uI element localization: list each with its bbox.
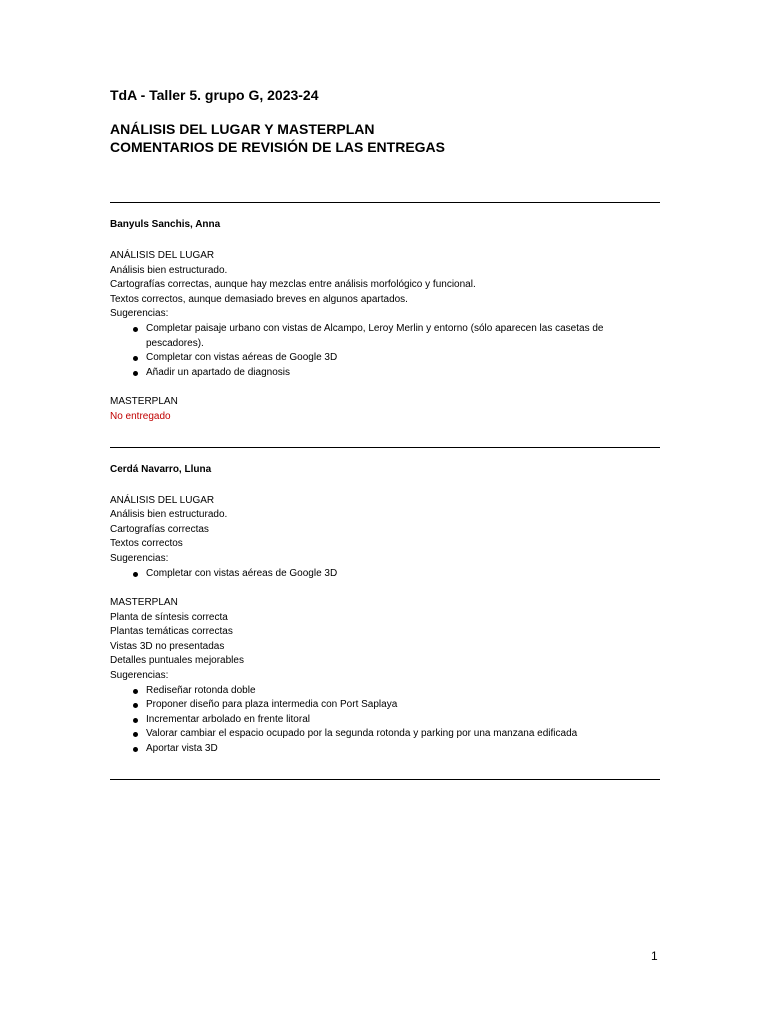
bullet-icon: [133, 747, 138, 752]
suggestions-label: Sugerencias:: [110, 308, 169, 320]
student-section: [110, 448, 660, 779]
masterplan-heading: MASTERPLAN: [110, 597, 178, 609]
suggestion-text: Proponer diseño para plaza intermedia con Port Saplaya: [146, 699, 398, 711]
masterplan-heading: MASTERPLAN: [110, 396, 178, 408]
page-number: 1: [651, 949, 658, 963]
document-header: [110, 86, 670, 156]
section-divider: [110, 779, 660, 780]
suggestion-text: Completar con vistas aéreas de Google 3D: [146, 352, 338, 364]
student-name: Cerdá Navarro, Lluna: [110, 463, 212, 475]
bullet-icon: [133, 371, 138, 376]
suggestions-label: Sugerencias:: [110, 552, 169, 564]
analisis-heading: ANÁLISIS DEL LUGAR: [110, 494, 215, 506]
comment-line: Análisis bien estructurado.: [110, 509, 228, 521]
bullet-icon: [133, 356, 138, 361]
bullet-icon: [133, 689, 138, 694]
comment-line: Cartografías correctas, aunque hay mezclas entre análisis morfológico y funcional.: [110, 279, 476, 291]
suggestion-item: [110, 684, 660, 699]
masterplan-block: [110, 596, 660, 757]
suggestions-list: [110, 567, 660, 582]
suggestion-text: Añadir un apartado de diagnosis: [146, 366, 290, 378]
bullet-icon: [133, 732, 138, 737]
suggestion-text: Aportar vista 3D: [146, 743, 218, 755]
suggestion-item: [110, 742, 660, 757]
analisis-block: [110, 249, 660, 380]
bullet-icon: [133, 572, 138, 577]
comment-line: Cartografías correctas: [110, 523, 209, 535]
bullet-icon: [133, 718, 138, 723]
course-title: TdA - Taller 5. grupo G, 2023-24: [110, 87, 319, 103]
comment-line: Detalles puntuales mejorables: [110, 655, 244, 667]
suggestion-text: Rediseñar rotonda doble: [146, 684, 256, 696]
analisis-heading: ANÁLISIS DEL LUGAR: [110, 250, 215, 261]
comment-line: Textos correctos: [110, 538, 183, 550]
student-name: Banyuls Sanchis, Anna: [110, 219, 221, 230]
comment-line: Planta de síntesis correcta: [110, 611, 228, 623]
masterplan-status: No entregado: [110, 410, 171, 422]
suggestion-item: [110, 366, 660, 381]
comment-line: Plantas temáticas correctas: [110, 626, 233, 638]
suggestion-item: [110, 322, 660, 351]
suggestion-text: Completar paisaje urbano con vistas de Alcampo, Leroy Merlin y entorno (sólo aparecen las casetas de pescadores).: [146, 322, 604, 349]
analisis-block: [110, 494, 660, 582]
document-heading-line-1: ANÁLISIS DEL LUGAR Y MASTERPLAN: [110, 121, 375, 137]
bullet-icon: [133, 327, 138, 332]
suggestions-label: Sugerencias:: [110, 670, 169, 682]
document-body: [110, 202, 660, 780]
comment-line: Análisis bien estructurado.: [110, 264, 228, 276]
masterplan-block: [110, 395, 660, 424]
suggestion-text: Completar con vistas aéreas de Google 3D: [146, 567, 338, 579]
suggestion-item: [110, 351, 660, 366]
student-section: [110, 203, 660, 447]
comment-line: Vistas 3D no presentadas: [110, 640, 225, 652]
suggestion-item: [110, 713, 660, 728]
suggestions-list: [110, 322, 660, 380]
suggestion-item: [110, 727, 660, 742]
bullet-icon: [133, 703, 138, 708]
suggestion-text: Incrementar arbolado en frente litoral: [146, 713, 310, 725]
document-heading-line-2: COMENTARIOS DE REVISIÓN DE LAS ENTREGAS: [110, 139, 445, 155]
suggestion-text: Valorar cambiar el espacio ocupado por la segunda rotonda y parking por una manzana edificada: [146, 728, 578, 740]
suggestions-list: [110, 684, 660, 757]
suggestion-item: [110, 567, 660, 582]
comment-line: Textos correctos, aunque demasiado breves en algunos apartados.: [110, 293, 408, 305]
suggestion-item: [110, 698, 660, 713]
